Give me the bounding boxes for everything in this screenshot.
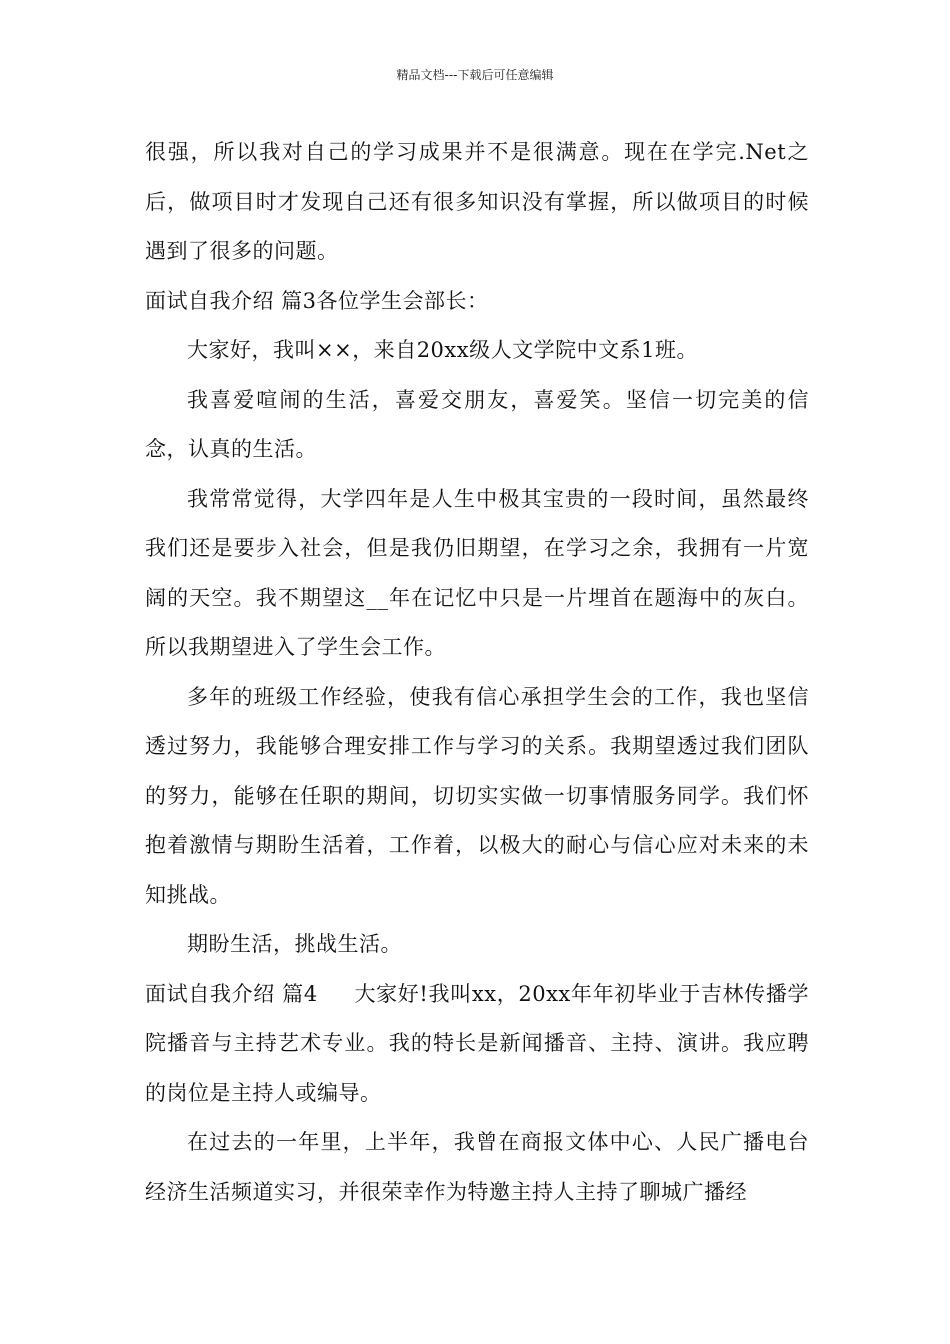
section-heading-4: 面试自我介绍 篇4 大家好!我叫xx，20xx年年初毕业于吉林传播学院播音与主持艺术专业。我的特长是新闻播音、主持、演讲。我应聘的岗位是主持人或编导。 [145,981,809,1105]
paragraph-motto: 期盼生活，挑战生活。 [187,932,402,956]
page-header: 精品文档---下载后可任意编辑 [396,68,554,82]
paragraph-1: 很强，所以我对自己的学习成果并不是很满意。现在在学完.Net之后，做项目时才发现自己还有很多知识没有掌握，所以做项目的时候遇到了很多的问题。 [145,140,809,263]
paragraph-university: 我常常觉得，大学四年是人生中极其宝贵的一段时间，虽然最终我们还是要步入社会，但是我仍旧期望，在学习之余，我拥有一片宽阔的天空。我不期望这__年在记忆中只是一片埋首在题海中的灰白。所以我期望进入了学生会工作。 [145,486,809,659]
paragraph-internship: 在过去的一年里，上半年，我曾在商报文体中心、人民广播电台经济生活频道实习，并很荣幸作为特邀主持人主持了聊城广播经 [145,1130,809,1204]
paragraph-greeting: 大家好，我叫××，来自20xx级人文学院中文系1班。 [187,338,698,362]
document-body [145,128,809,1217]
paragraph-hobbies: 我喜爱喧闹的生活，喜爱交朋友，喜爱笑。坚信一切完美的信念，认真的生活。 [145,387,809,461]
paragraph-experience: 多年的班级工作经验，使我有信心承担学生会的工作，我也坚信透过努力，我能够合理安排工作与学习的关系。我期望透过我们团队的努力，能够在任职的期间，切切实实做一切事情服务同学。我们怀抱着激情与期盼生活着，工作着，以极大的耐心与信心应对未来的未知挑战。 [145,684,809,907]
section-heading-3: 面试自我介绍 篇3各位学生会部长： [145,288,489,313]
